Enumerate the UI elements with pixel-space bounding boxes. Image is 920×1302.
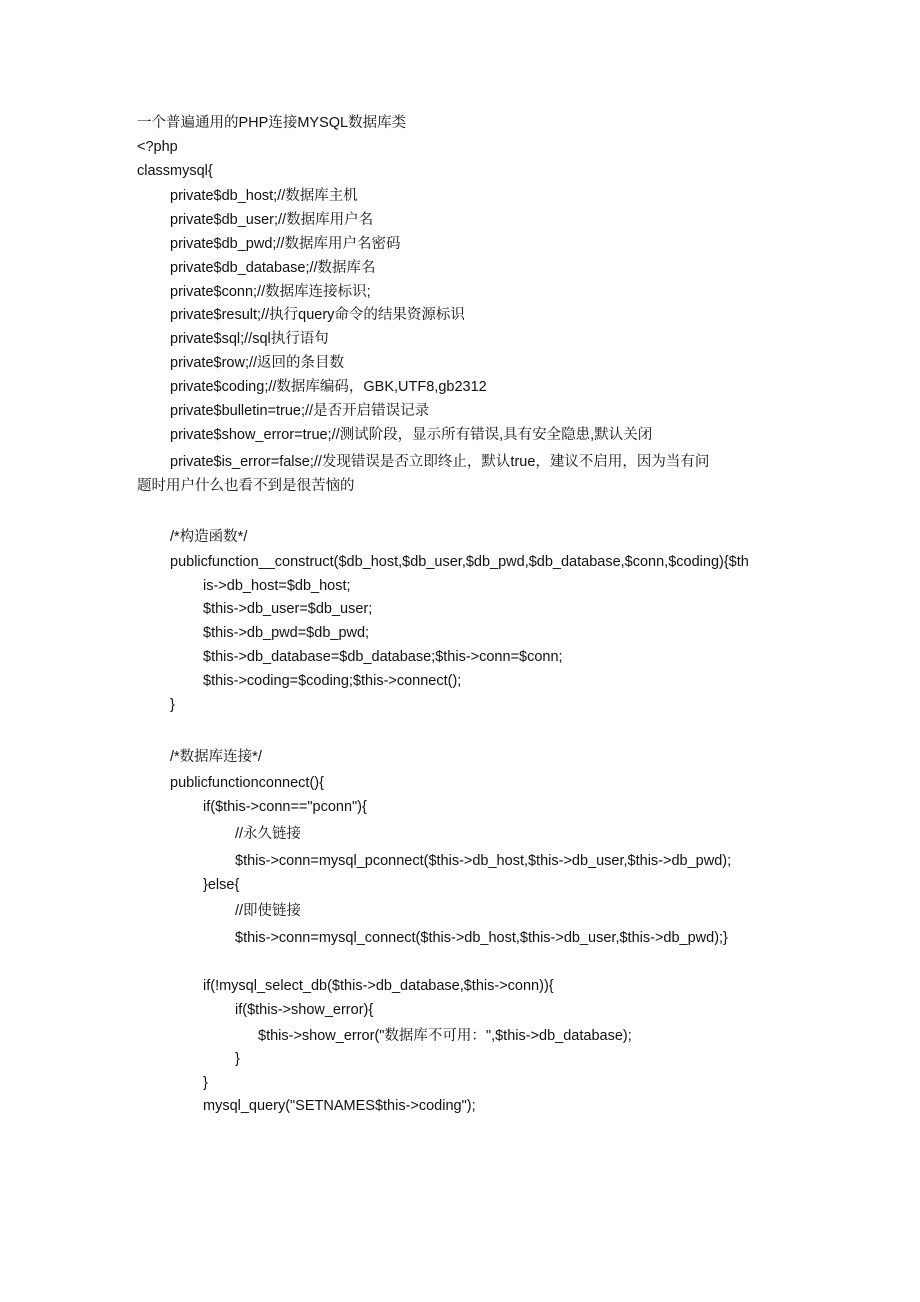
code-line: if($this->show_error){ <box>235 1002 374 1018</box>
code-line: private$coding;//数据库编码，GBK,UTF8,gb2312 <box>170 379 487 395</box>
code-line: private$row;//返回的条目数 <box>170 355 345 371</box>
code-comment: /*数据库连接*/ <box>170 749 262 765</box>
code-comment: /*构造函数*/ <box>170 529 248 545</box>
code-line: private$sql;//sql执行语句 <box>170 331 329 347</box>
code-line: mysql_query("SETNAMES$this->coding"); <box>203 1098 476 1114</box>
code-line: private$show_error=true;//测试阶段，显示所有错误,具有安全隐患,默认关闭 <box>170 427 653 443</box>
code-line: 题时用户什么也看不到是很苦恼的 <box>137 478 355 494</box>
code-line: $this->db_pwd=$db_pwd; <box>203 625 370 641</box>
code-line: <?php <box>137 139 178 155</box>
code-line: publicfunction__construct($db_host,$db_user,$db_pwd,$db_database,$conn,$coding){$th <box>170 554 749 570</box>
code-line: private$db_pwd;//数据库用户名密码 <box>170 236 401 252</box>
code-line: private$conn;//数据库连接标识; <box>170 284 371 300</box>
code-line: private$db_user;//数据库用户名 <box>170 212 374 228</box>
code-comment: //即使链接 <box>235 903 302 919</box>
code-line: private$bulletin=true;//是否开启错误记录 <box>170 403 430 419</box>
code-line: } <box>170 697 175 713</box>
code-line: private$db_host;//数据库主机 <box>170 188 358 204</box>
code-line: private$is_error=false;//发现错误是否立即终止，默认true，建议不启用，因为当有问 <box>170 454 710 470</box>
code-line: }else{ <box>203 877 240 893</box>
code-line: $this->conn=mysql_pconnect($this->db_host,$this->db_user,$this->db_pwd); <box>235 853 732 869</box>
code-line: private$db_database;//数据库名 <box>170 260 376 276</box>
code-comment: //永久链接 <box>235 826 302 842</box>
code-line: } <box>235 1051 240 1067</box>
code-line: $this->show_error("数据库不可用：",$this->db_database); <box>258 1028 632 1044</box>
document-title: 一个普遍通用的PHP连接MYSQL数据库类 <box>137 115 407 131</box>
code-line: $this->conn=mysql_connect($this->db_host,$this->db_user,$this->db_pwd);} <box>235 930 728 946</box>
code-line: $this->coding=$coding;$this->connect(); <box>203 673 462 689</box>
code-line: classmysql{ <box>137 163 213 179</box>
code-line: if($this->conn=="pconn"){ <box>203 799 367 815</box>
code-line: if(!mysql_select_db($this->db_database,$this->conn)){ <box>203 978 554 994</box>
code-line: publicfunctionconnect(){ <box>170 775 324 791</box>
code-line: private$result;//执行query命令的结果资源标识 <box>170 307 465 323</box>
code-line: $this->db_user=$db_user; <box>203 601 373 617</box>
code-line: is->db_host=$db_host; <box>203 578 351 594</box>
code-line: $this->db_database=$db_database;$this->conn=$conn; <box>203 649 563 665</box>
code-line: } <box>203 1075 208 1091</box>
